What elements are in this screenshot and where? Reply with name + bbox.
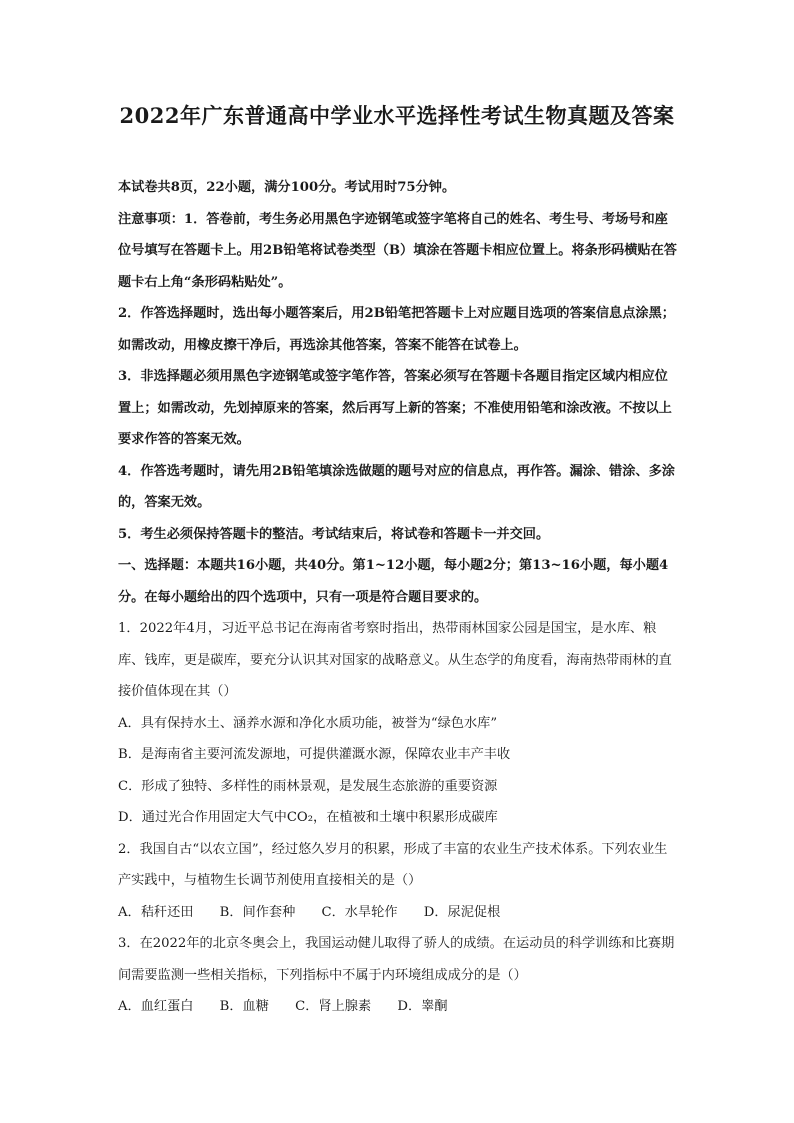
- question-2-option-c: C．水旱轮作: [321, 904, 398, 920]
- question-3-option-c: C．肾上腺素: [295, 999, 372, 1014]
- question-3-option-b: B．血糖: [219, 999, 269, 1014]
- document-body: [118, 172, 678, 1023]
- question-1-stem: 1．2022年4月，习近平总书记在海南省考察时指出，热带雨林国家公园是国宝，是水库、粮库、钱库，更是碳库，要充分认识其对国家的战略意义。从生态学的角度看，海南热带雨林的直接价值体现在其（）: [118, 621, 672, 699]
- notice-5: 5．考生必须保持答题卡的整洁。考试结束后，将试卷和答题卡一并交回。: [118, 526, 550, 542]
- question-3-option-a: A．血红蛋白: [118, 999, 194, 1014]
- question-3-options: [118, 991, 678, 1023]
- intro-text: 本试卷共8页，22小题，满分100分。考试用时75分钟。: [118, 180, 456, 195]
- question-1-option-a: A．具有保持水土、涵养水源和净化水质功能，被誉为“绿色水库”: [118, 715, 498, 731]
- question-1-option-b: B．是海南省主要河流发源地，可提供灌溉水源，保障农业丰产丰收: [118, 747, 511, 762]
- question-2-option-d: D．尿泥促根: [423, 904, 501, 920]
- notice-1: 注意事项：1．答卷前，考生务必用黑色字迹钢笔或签字笔将自己的姓名、考生号、考场号和座位号填写在答题卡上。用2B铅笔将试卷类型（B）填涂在答题卡相应位置上。将条形码横贴在答题卡右上角“条形码粘贴处”。: [118, 211, 677, 290]
- question-3-option-d: D．睾酮: [397, 999, 448, 1014]
- question-1-option-d: D．通过光合作用固定大气中CO₂，在植被和土壤中积累形成碳库: [118, 810, 498, 825]
- notice-4: 4．作答选考题时，请先用2B铅笔填涂选做题的题号对应的信息点，再作答。漏涂、错涂、多涂的，答案无效。: [118, 463, 675, 510]
- notice-2: 2．作答选择题时，选出每小题答案后，用2B铅笔把答题卡上对应题目选项的答案信息点涂黑；如需改动，用橡皮擦干净后，再选涂其他答案，答案不能答在试卷上。: [118, 306, 675, 353]
- question-1-option-c: C．形成了独特、多样性的雨林景观，是发展生态旅游的重要资源: [118, 778, 498, 794]
- question-2-stem: 2．我国自古“以农立国”，经过悠久岁月的积累，形成了丰富的农业生产技术体系。下列农业生产实践中，与植物生长调节剂使用直接相关的是（）: [118, 841, 668, 888]
- question-3-stem: 3．在2022年的北京冬奥会上，我国运动健儿取得了骄人的成绩。在运动员的科学训练和比赛期间需要监测一些相关指标，下列指标中不属于内环境组成成分的是（）: [118, 936, 675, 983]
- question-2-option-b: B．间作套种: [219, 904, 296, 920]
- section-heading: 一、选择题：本题共16小题，共40分。第1~12小题，每小题2分；第13~16小题，每小题4分。在每小题给出的四个选项中，只有一项是符合题目要求的。: [118, 558, 669, 605]
- page-title: 2022年广东普通高中学业水平选择性考试生物真题及答案: [119, 103, 675, 128]
- notice-3: 3．非选择题必须用黑色字迹钢笔或签字笔作答，答案必须写在答题卡各题目指定区域内相应位置上；如需改动，先划掉原来的答案，然后再写上新的答案；不准使用铅笔和涂改液。不按以上要求作答的答案无效。: [118, 369, 672, 447]
- question-2-option-a: A．秸秆还田: [118, 904, 194, 920]
- question-2-options: [118, 897, 678, 929]
